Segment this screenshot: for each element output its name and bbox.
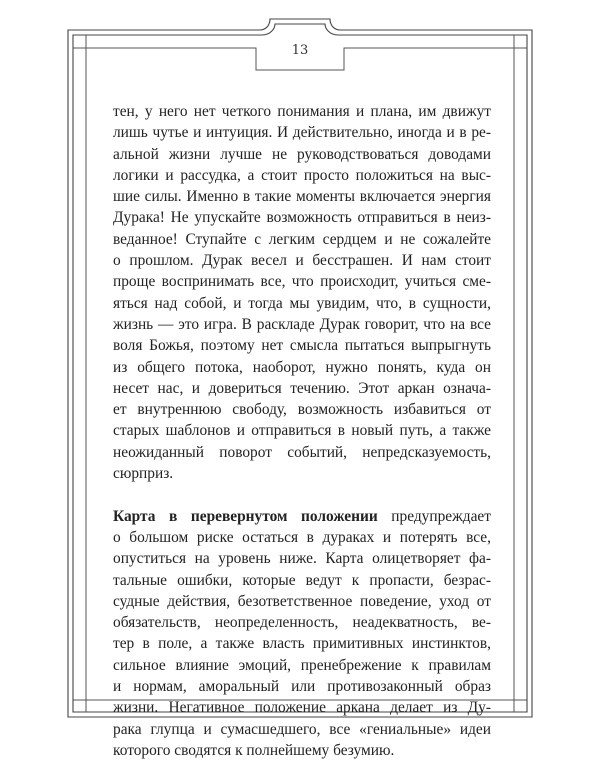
text-line: яться над собой, и тогда мы увидим, что, в сущности, (113, 294, 491, 312)
text-line: жизнь — это игра. В раскладе Дурак говорит, что на все (113, 315, 491, 333)
bold-lead-in: Карта в перевернутом положении (113, 507, 378, 525)
text-line: опуститься на уровень ниже. Карта олицетворяет фа- (113, 550, 491, 568)
text-line (113, 506, 491, 527)
text-line: судные действия, безответственное поведение, уход от (113, 592, 491, 610)
text-line: рака глупца и сумасшедшего, все «гениальные» идеи (113, 720, 491, 738)
text-line: сильное влияние эмоций, пренебрежение к правилам (113, 656, 491, 674)
text-line: тальные ошибки, которые ведут к пропасти, безрас- (113, 571, 491, 589)
paragraph-2 (113, 506, 491, 761)
text-line: лишь чутье и интуиция. И действительно, иногда и в ре- (113, 124, 491, 142)
text-line: шие силы. Именно в такие моменты включается энергия (113, 188, 491, 206)
text-line: обязательств, неопределенность, неадекватность, ве- (113, 614, 491, 632)
text-line: жизни. Негативное положение аркана делает из Ду- (113, 699, 491, 717)
text-line: и нормам, аморальный или противозаконный образ (113, 678, 491, 696)
body-text (113, 101, 491, 761)
text-line: старых шаблонов и отправиться в новый путь, а также (113, 422, 491, 440)
text-line: неожиданный поворот событий, непредсказуемость, (113, 443, 491, 461)
text-line: которого сводятся к полнейшему безумию. (113, 741, 395, 759)
text-line: тер в поле, а также власть примитивных инстинктов, (113, 635, 491, 653)
text-line: о прошлом. Дурак весел и бесстрашен. И нам стоит (113, 252, 491, 270)
page-number: 13 (291, 43, 309, 58)
text-line: сюрприз. (113, 465, 174, 483)
text-line: веданное! Ступайте с легким сердцем и не сожалейте (113, 230, 491, 248)
text-line: из общего потока, наоборот, нужно понять, куда он (113, 358, 491, 376)
paragraph-1 (113, 101, 491, 484)
text-line: логики и рассудка, а стоит просто положиться на выс- (113, 166, 491, 184)
paragraph-gap (113, 484, 491, 505)
text-line: о большом риске остаться в дураках и потерять все, (113, 528, 491, 546)
text-line: проще воспринимать все, что происходит, учиться сме- (113, 273, 491, 291)
text-line: альной жизни лучше не руководствоваться доводами (113, 145, 491, 163)
lead-in-rest: предупреждает (377, 507, 491, 525)
text-line: Дурака! Не упускайте возможность отправиться в неиз- (113, 209, 491, 227)
text-line: ет внутреннюю свободу, возможность избавиться от (113, 401, 491, 419)
text-line: несет нас, и довериться течению. Этот аркан означа- (113, 379, 491, 397)
text-line: тен, у него нет четкого понимания и плана, им движут (113, 103, 491, 120)
text-line: воля Божья, поэтому нет смысла пытаться выпрыгнуть (113, 337, 491, 355)
